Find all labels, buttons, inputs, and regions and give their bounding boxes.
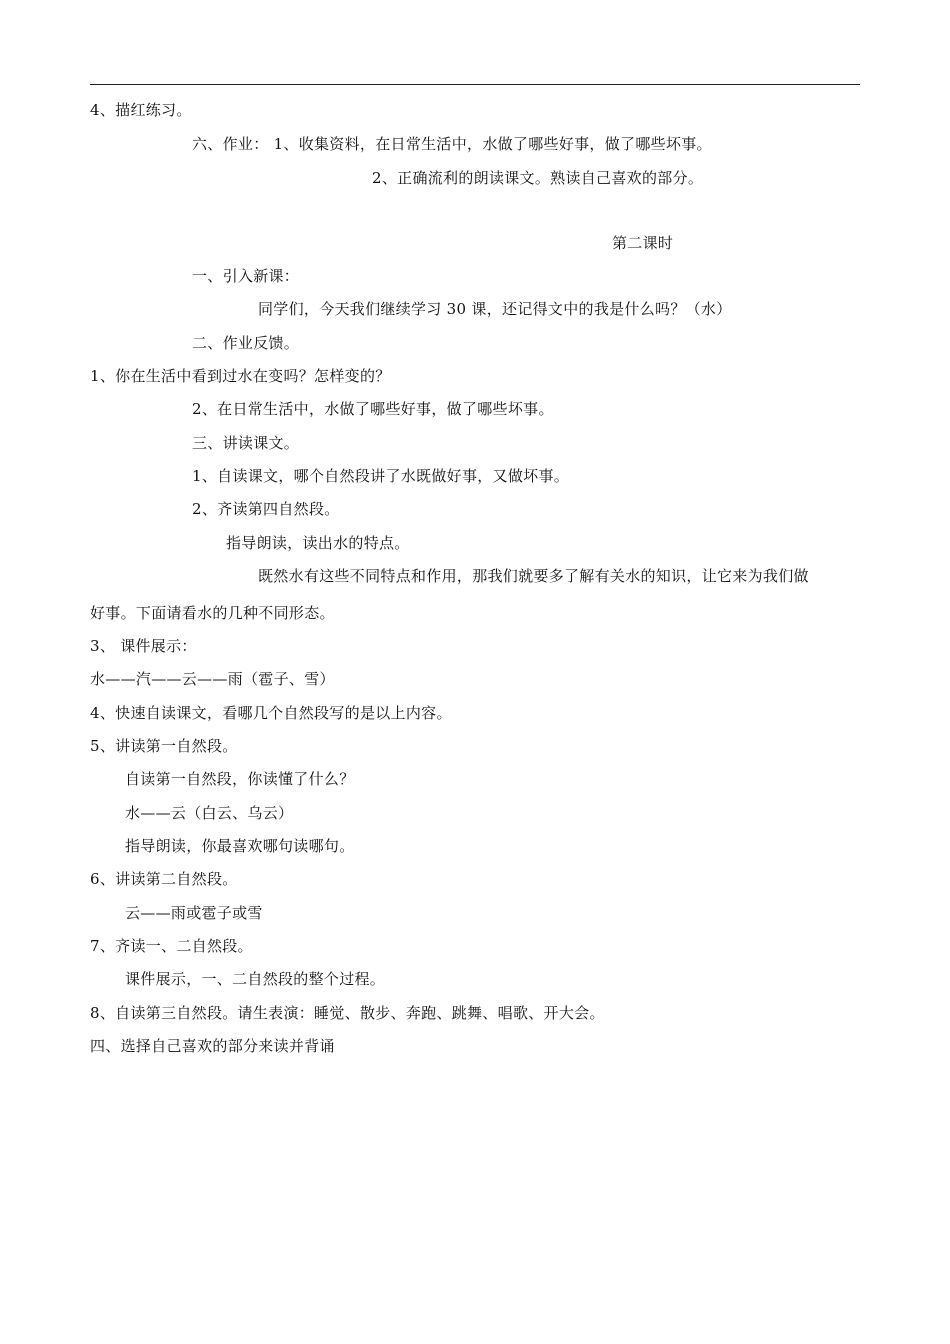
text-line: 云——雨或雹子或雪 <box>125 904 263 922</box>
text-line: 7、齐读一、二自然段。 <box>90 937 253 955</box>
text-line: 四、选择自己喜欢的部分来读并背诵 <box>90 1037 335 1055</box>
text-line: 同学们，今天我们继续学习 30 课，还记得文中的我是什么吗？（水） <box>258 300 732 318</box>
text-line: 既然水有这些不同特点和作用，那我们就要多了解有关水的知识，让它来为我们做 <box>258 567 809 585</box>
text-line: 8、自读第三自然段。请生表演：睡觉、散步、奔跑、跳舞、唱歌、开大会。 <box>90 1004 605 1022</box>
text-line: 6、讲读第二自然段。 <box>90 870 238 888</box>
text-line: 指导朗读，你最喜欢哪句读哪句。 <box>125 837 355 855</box>
text-line: 5、讲读第一自然段。 <box>90 737 238 755</box>
text-line: 2、齐读第四自然段。 <box>192 500 340 518</box>
text-line: 二、作业反馈。 <box>192 334 300 352</box>
text-line: 指导朗读，读出水的特点。 <box>226 534 410 552</box>
text-line: 课件展示，一、二自然段的整个过程。 <box>125 970 386 988</box>
text-line: 1、你在生活中看到过水在变吗？怎样变的？ <box>90 367 391 385</box>
text-line: 自读第一自然段，你读懂了什么？ <box>125 770 355 788</box>
section-heading: 第二课时 <box>612 234 674 252</box>
text-line: 好事。下面请看水的几种不同形态。 <box>90 604 335 622</box>
text-line: 3、 课件展示： <box>90 637 197 655</box>
text-line: 4、描红练习。 <box>90 101 192 119</box>
text-line: 2、正确流利的朗读课文。熟读自己喜欢的部分。 <box>372 169 704 187</box>
text-line: 水——汽——云——雨（雹子、雪） <box>90 670 335 688</box>
text-line: 4、快速自读课文，看哪几个自然段写的是以上内容。 <box>90 704 452 722</box>
text-line: 1、自读课文，哪个自然段讲了水既做好事，又做坏事。 <box>192 467 570 485</box>
text-line: 水——云（白云、乌云） <box>125 804 294 822</box>
text-line: 三、讲读课文。 <box>192 434 300 452</box>
text-line: 一、引入新课： <box>192 267 300 285</box>
header-rule <box>90 84 860 85</box>
text-line: 2、在日常生活中，水做了哪些好事，做了哪些坏事。 <box>192 400 554 418</box>
text-line: 六、作业： 1、收集资料，在日常生活中，水做了哪些好事，做了哪些坏事。 <box>192 135 712 153</box>
